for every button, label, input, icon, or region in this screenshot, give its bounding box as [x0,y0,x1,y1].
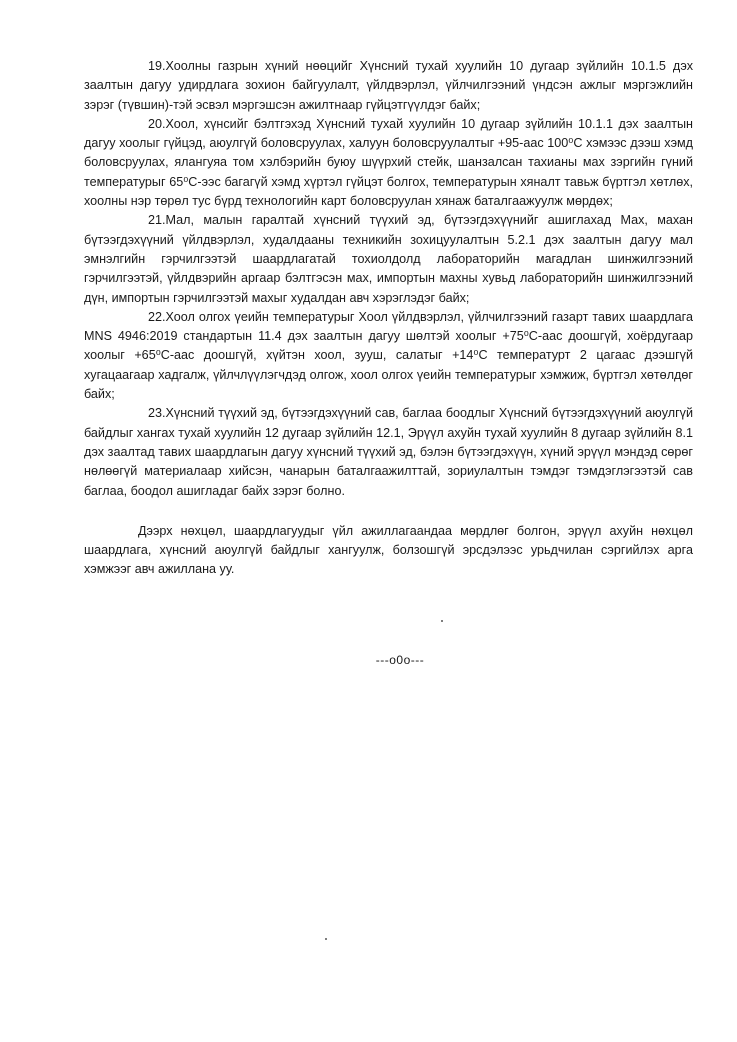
end-mark: ---o0o--- [375,653,425,667]
requirements-list [84,57,693,501]
paragraph-23: 23.Хүнсний түүхий эд, бүтээгдэхүүний сав, баглаа боодлыг Хүнсний бүтээгдэхүүний аюулгүй байдлыг хангах тухай хуулийн 12 дугаар зүйлийн 12.1, Эрүүл ахуйн тухай хуулийн 8 дугаар зүйлийн 8.1 дэх заалтад тавих шаардлагын дагуу хүнсний түүхий эд, бэлэн бүтээгдэхүүн, хүний эрүүл мэндэд сөрөг нөлөөгүй материалаар хийсэн, чанарын баталгаажилттай, зориулалтын тэмдэг тэмдэглэгээтэй сав баглаа, боодол ашигладаг байх зэрэг болно. [84,406,693,498]
paragraph-19: 19.Хоолны газрын хүний нөөцийг Хүнсний тухай хуулийн 10 дугаар зүйлийн 10.1.5 дэх заалтын дагуу удирдлага зохион байгуулалт, үйлдвэрлэл, үйлчилгээний үндсэн ажлыг мэргэжлийн зэрэг (түвшин)-тэй эсвэл мэргэшсэн ажилтнаар гүйцэтгүүлдэг байх; [84,59,693,112]
closing-paragraph: Дээрх нөхцөл, шаардлагуудыг үйл ажиллагаандаа мөрдлөг болгон, эрүүл ахуйн нөхцөл шаардлага, хүнсний аюулгүй байдлыг хангуулж, болзошгүй эрсдэлээс урьдчилан сэргийлэх арга хэмжээг авч ажиллана уу. [84,523,693,577]
scan-speck [441,620,443,622]
paragraph-20: 20.Хоол, хүнсийг бэлтгэхэд Хүнсний тухай хуулийн 10 дугаар зүйлийн 10.1.1 дэх заалтын дагуу хоолыг гүйцэд, аюулгүй боловсруулах, халуун боловсруулалтыг +95-аас 100⁰С хэмээс дээш хэмд боловсруулах, ялангуяа том хэлбэрийн буюу шүүрхий стейк, шанзалсан тахианы мах зэргийн гүний температурыг 65⁰С-ээс багагүй хэмд хүртэл гүйцэт болгох, температурын хяналт тавьж бүртгэл хөтлөх, хоолны нэр төрөл тус бүрд технологийн карт боловсруулан хянаж баталгаажуулж мөрдөх; [84,116,693,209]
scan-speck [325,938,327,940]
paragraph-22: 22.Хоол олгох үеийн температурыг Хоол үйлдвэрлэл, үйлчилгээний газарт тавих шаардлага MNS 4946:2019 стандартын 11.4 дэх заалтын дагуу шөлтэй хоолыг +75⁰С-аас доошгүй, хоёрдугаар хоолыг +65⁰С-аас доошгүй, хүйтэн хоол, зууш, салатыг +14⁰С температурт 2 цагаас дээшгүй хугацаагаар хадгалж, үйлчлүүлэгчдэд олгож, хоол олгох үеийн температурыг хэмжиж, бүртгэл хөтөлдөг байх; [84,309,693,402]
closing-section [84,522,693,580]
paragraph-21: 21.Мал, малын гаралтай хүнсний түүхий эд, бүтээгдэхүүнийг ашиглахад Мах, махан бүтээгдэхүүний үйлдвэрлэл, худалдааны техникийн зохицуулалтын 5.2.1 дэх заалтын дагуу мал эмнэлгийн гэрчилгээтэй шаардлагатай тохиолдолд лабораторийн магадлан шинжилгээний гэрчилгээтэй, үйлдвэрийн аргаар бэлтгэсэн мах, импортын махны хувьд лабораторийн шинжилгээний дүн, импортын гэрчилгээтэй махыг худалдан авч хэрэглэдэг байх; [84,213,693,305]
